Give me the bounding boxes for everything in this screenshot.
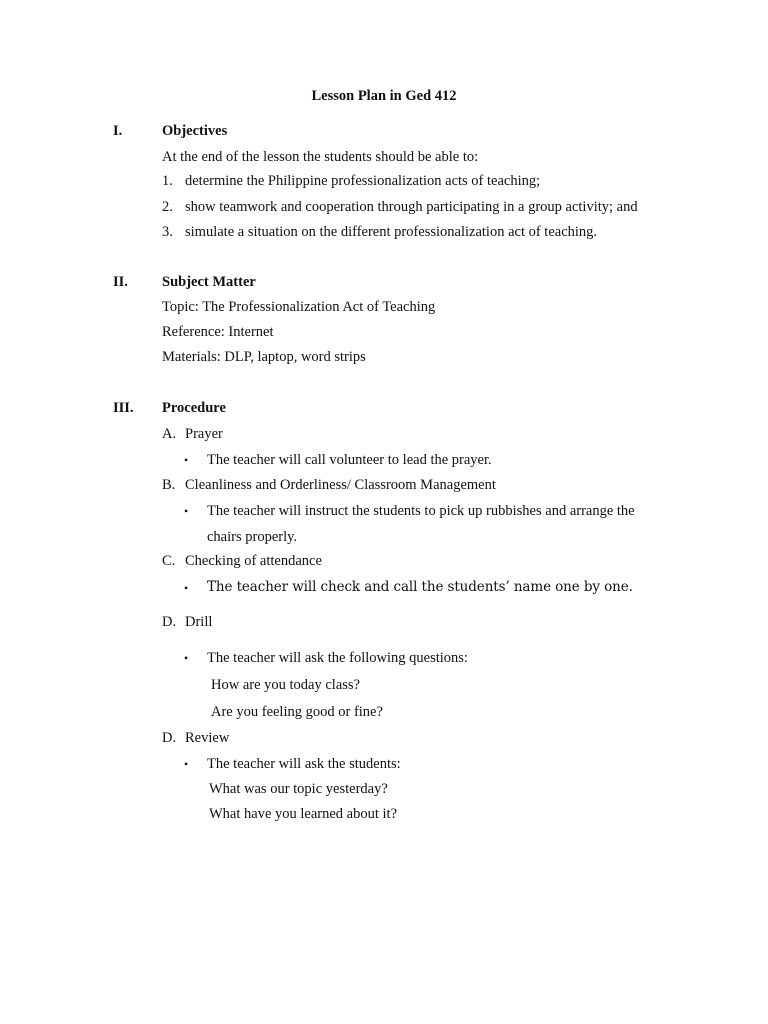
procedure-step-letter: B. (162, 477, 176, 493)
section-heading-objectives: Objectives (162, 123, 228, 139)
document-title: Lesson Plan in Ged 412 (311, 88, 457, 104)
review-question: What was our topic yesterday? (209, 781, 388, 797)
procedure-bullet-text: The teacher will check and call the students’ name one by one. (207, 579, 633, 595)
drill-question: Are you feeling good or fine? (211, 704, 383, 720)
review-question: What have you learned about it? (209, 806, 398, 822)
subject-matter-reference: Reference: Internet (162, 324, 274, 340)
objective-number: 1. (162, 173, 173, 189)
procedure-step-letter: D. (162, 614, 177, 630)
procedure-step-letter: A. (162, 426, 177, 442)
procedure-step-label: Checking of attendance (185, 553, 322, 569)
procedure-bullet-text: The teacher will ask the students: (207, 756, 401, 772)
bullet-icon: • (184, 453, 189, 467)
objective-text: simulate a situation on the different professionalization act of teaching. (185, 224, 598, 240)
procedure-step-label: Prayer (185, 426, 223, 442)
objective-number: 3. (162, 224, 173, 240)
bullet-icon: • (184, 651, 189, 665)
procedure-step-label: Review (185, 730, 230, 746)
objective-number: 2. (162, 199, 173, 215)
objective-text: determine the Philippine professionalization acts of teaching; (185, 173, 541, 189)
procedure-step-label: Cleanliness and Orderliness/ Classroom Management (185, 477, 496, 493)
drill-question: How are you today class? (211, 677, 360, 693)
subject-matter-materials: Materials: DLP, laptop, word strips (162, 349, 366, 365)
objective-text: show teamwork and cooperation through participating in a group activity; and (185, 199, 638, 215)
bullet-icon: • (184, 757, 189, 771)
procedure-step-letter: C. (162, 553, 176, 569)
procedure-bullet-text: The teacher will instruct the students to pick up rubbishes and arrange the (207, 503, 635, 519)
bullet-icon: • (184, 581, 189, 595)
section-numeral-subject-matter: II. (113, 274, 128, 290)
procedure-step-letter: D. (162, 730, 177, 746)
section-numeral-objectives: I. (113, 123, 123, 139)
procedure-step-label: Drill (185, 614, 213, 630)
procedure-bullet-text: The teacher will call volunteer to lead the prayer. (207, 452, 492, 468)
section-numeral-procedure: III. (113, 400, 134, 416)
bullet-icon: • (184, 504, 189, 518)
procedure-bullet-text: The teacher will ask the following questions: (207, 650, 468, 666)
section-heading-procedure: Procedure (162, 400, 226, 416)
procedure-bullet-text-continued: chairs properly. (207, 529, 298, 545)
objectives-intro: At the end of the lesson the students should be able to: (162, 149, 479, 165)
subject-matter-topic: Topic: The Professionalization Act of Teaching (162, 299, 436, 315)
section-heading-subject-matter: Subject Matter (162, 274, 256, 290)
